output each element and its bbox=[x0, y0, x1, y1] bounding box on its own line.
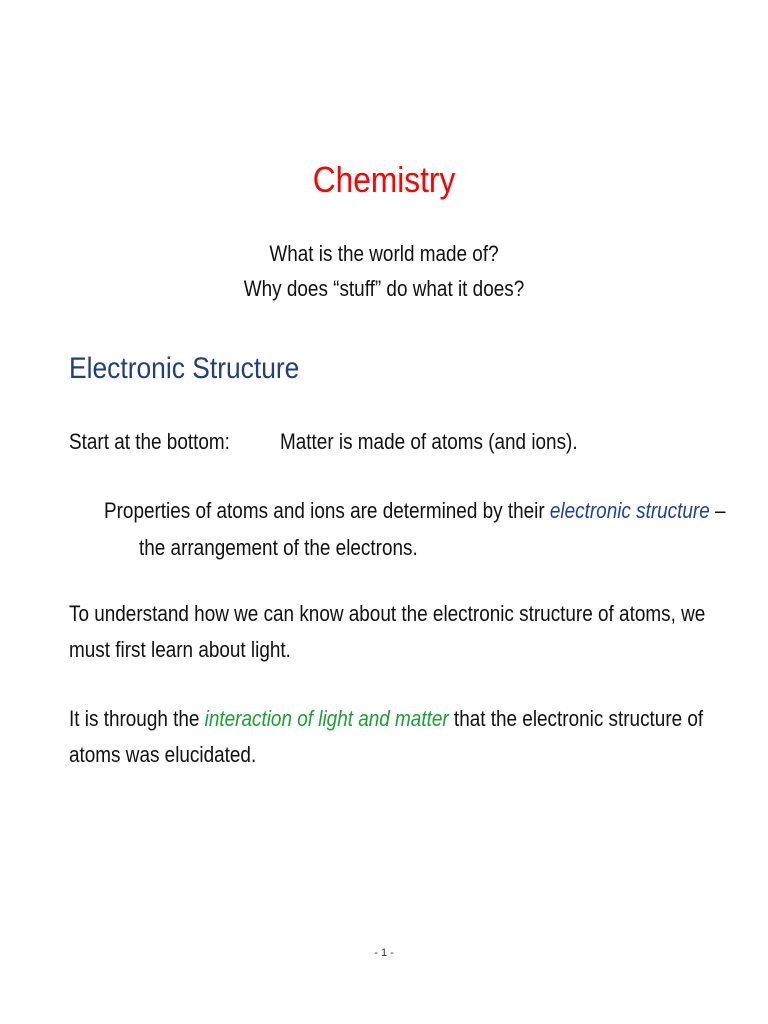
properties-text-after: – bbox=[709, 498, 726, 523]
start-text: Matter is made of atoms (and ions). bbox=[280, 429, 578, 454]
interaction-of-light-and-matter-emphasis: interaction of light and matter bbox=[204, 706, 449, 731]
interaction-paragraph-line-1 bbox=[69, 705, 703, 733]
properties-paragraph-line-2: the arrangement of the electrons. bbox=[139, 535, 418, 560]
understand-paragraph-line-1: To understand how we can know about the electronic structure of atoms, we bbox=[69, 601, 706, 626]
properties-paragraph-line-1 bbox=[104, 497, 726, 525]
interaction-text-after: that the electronic structure of bbox=[448, 706, 704, 731]
subtitle-line-1: What is the world made of? bbox=[269, 241, 499, 266]
properties-text-before: Properties of atoms and ions are determined by their bbox=[104, 498, 550, 523]
section-heading: Electronic Structure bbox=[69, 352, 300, 385]
start-label: Start at the bottom: bbox=[69, 429, 230, 454]
page-number: - 1 - bbox=[374, 947, 394, 959]
subtitle-line-2: Why does “stuff” do what it does? bbox=[243, 276, 525, 301]
understand-paragraph-line-2: must first learn about light. bbox=[69, 637, 291, 662]
electronic-structure-emphasis: electronic structure bbox=[549, 498, 710, 523]
interaction-text-before: It is through the bbox=[69, 706, 205, 731]
interaction-paragraph-line-2: atoms was elucidated. bbox=[69, 742, 257, 767]
page-title: Chemistry bbox=[312, 159, 456, 200]
